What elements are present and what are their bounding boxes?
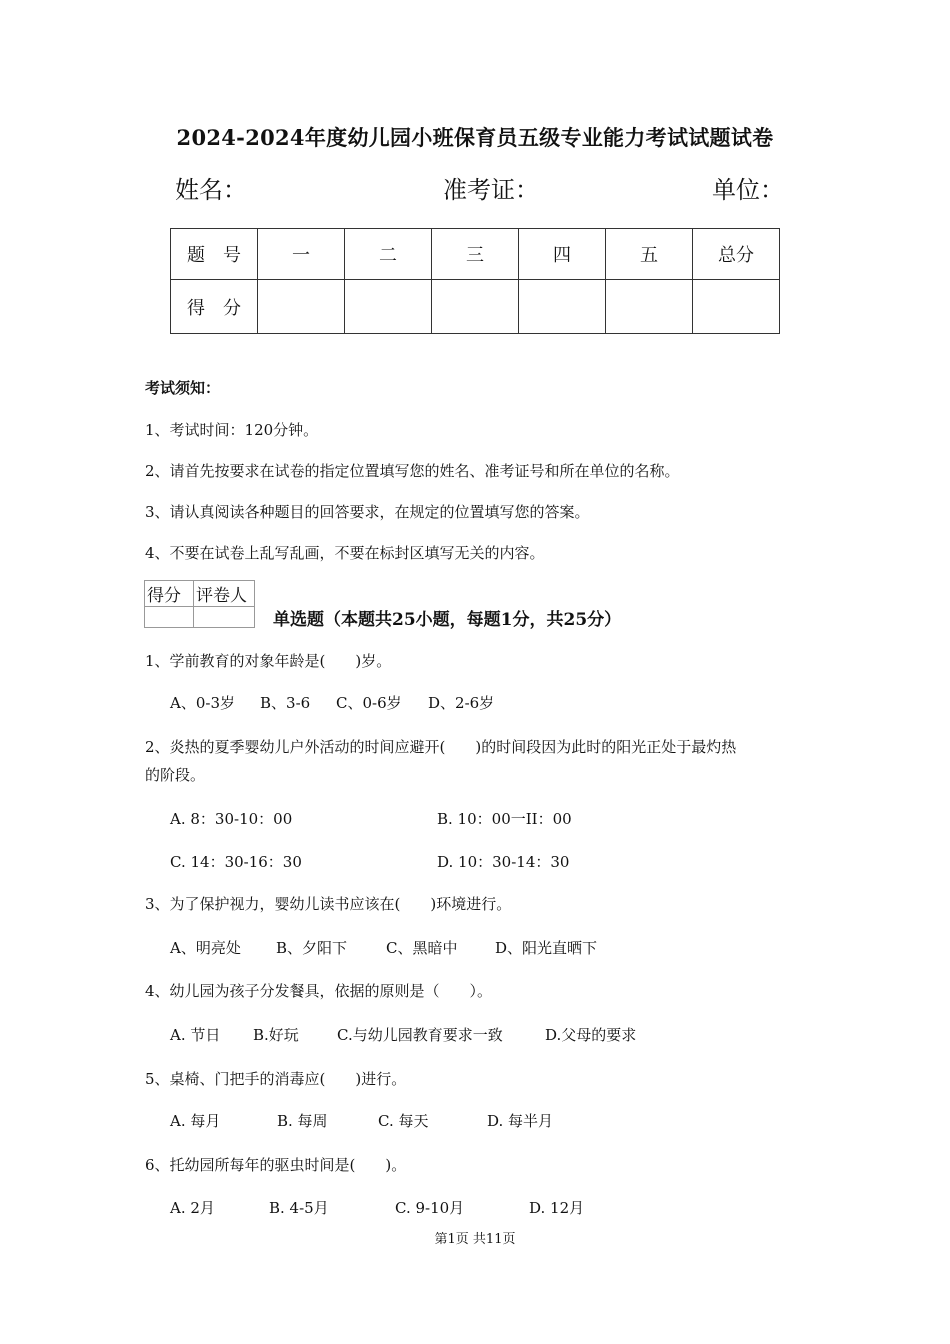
question-option: D、阳光直晒下 <box>495 939 598 957</box>
question-option: C. 9-10月 <box>395 1199 465 1217</box>
grader-reviewer-cell <box>194 607 255 628</box>
question-option: D. 12月 <box>529 1199 585 1217</box>
section-title: 单选题（本题共25小题，每题1分，共25分） <box>273 610 622 630</box>
score-cell <box>258 280 345 334</box>
question-option: D.父母的要求 <box>545 1026 637 1044</box>
question-option: A. 8：30-10：00 <box>170 810 293 828</box>
question-option: D. 10：30-14：30 <box>437 853 570 871</box>
question-option: A、明亮处 <box>170 939 241 957</box>
score-table-header-row <box>171 229 780 280</box>
exam-number-field-label: 准考证： <box>443 176 539 204</box>
name-field-label: 姓名： <box>175 176 247 204</box>
score-table-header-cell: 题 号 <box>171 229 258 280</box>
question-option: C. 每天 <box>378 1112 429 1130</box>
question-option: A. 每月 <box>170 1112 221 1130</box>
notice-item: 3、请认真阅读各种题目的回答要求，在规定的位置填写您的答案。 <box>145 503 590 521</box>
score-table-header-cell: 二 <box>345 229 432 280</box>
question-option: C、黑暗中 <box>386 939 458 957</box>
page-footer: 第1页 共11页 <box>434 1232 516 1247</box>
question-stem-continued: 的阶段。 <box>145 766 206 784</box>
question-option: A. 节日 <box>170 1026 221 1044</box>
question-option: B.好玩 <box>253 1026 299 1044</box>
score-table-header-cell: 五 <box>606 229 693 280</box>
question-option: D. 每半月 <box>487 1112 554 1130</box>
question-option: A、0-3岁 <box>170 694 235 712</box>
score-cell <box>432 280 519 334</box>
notice-item: 2、请首先按要求在试卷的指定位置填写您的姓名、准考证号和所在单位的名称。 <box>145 462 680 480</box>
question-option: B、夕阳下 <box>276 939 348 957</box>
score-table-header-cell: 三 <box>432 229 519 280</box>
score-table-header-cell: 一 <box>258 229 345 280</box>
question-option: C.与幼儿园教育要求一致 <box>337 1026 503 1044</box>
notice-title: 考试须知： <box>145 379 221 397</box>
question-option: B. 10：00一II：00 <box>437 810 572 828</box>
score-table-header-cell: 总分 <box>693 229 780 280</box>
score-table <box>170 228 780 334</box>
question-option: B. 4-5月 <box>269 1199 329 1217</box>
score-table-header-cell: 四 <box>519 229 606 280</box>
question-option: D、2-6岁 <box>428 694 495 712</box>
grader-box <box>144 580 255 628</box>
grader-reviewer-label: 评卷人 <box>194 581 255 607</box>
score-cell <box>345 280 432 334</box>
question-stem: 4、幼儿园为孩子分发餐具，依据的原则是（ ）。 <box>145 982 493 1000</box>
question-stem: 5、桌椅、门把手的消毒应( )进行。 <box>145 1070 407 1088</box>
question-stem: 2、炎热的夏季婴幼儿户外活动的时间应避开( )的时间段因为此时的阳光正处于最灼热 <box>145 738 737 756</box>
question-option: B、3-6 <box>260 694 311 712</box>
page-title: 2024-2024年度幼儿园小班保育员五级专业能力考试试题试卷 <box>176 125 774 150</box>
grader-score-cell <box>145 607 194 628</box>
notice-item: 4、不要在试卷上乱写乱画，不要在标封区填写无关的内容。 <box>145 544 545 562</box>
score-cell <box>606 280 693 334</box>
unit-field-label: 单位： <box>712 176 784 204</box>
notice-item: 1、考试时间：120分钟。 <box>145 421 319 439</box>
score-table-score-row <box>171 280 780 334</box>
question-stem: 6、托幼园所每年的驱虫时间是( )。 <box>145 1156 407 1174</box>
score-row-label: 得 分 <box>171 280 258 334</box>
question-option: A. 2月 <box>170 1199 215 1217</box>
question-stem: 3、为了保护视力，婴幼儿读书应该在( )环境进行。 <box>145 895 512 913</box>
question-option: C. 14：30-16：30 <box>170 853 302 871</box>
score-cell <box>693 280 780 334</box>
question-option: C、0-6岁 <box>336 694 402 712</box>
grader-score-label: 得分 <box>145 581 194 607</box>
question-option: B. 每周 <box>277 1112 328 1130</box>
score-cell <box>519 280 606 334</box>
question-stem: 1、学前教育的对象年龄是( )岁。 <box>145 652 392 670</box>
